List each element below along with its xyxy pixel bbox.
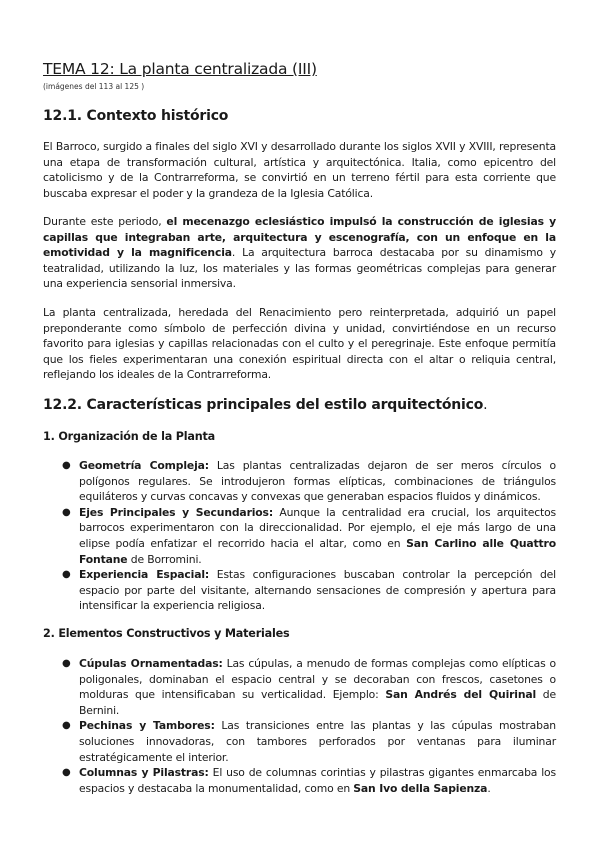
paragraph-patronage: Durante este periodo, el mecenazgo eclesiástico impulsó la construcción de iglesias y capillas que integraban arte, arquitectura y escenografía, con un enfoque en la emotividad y la magnificencia. La arquitectura barroca destacaba por su dinamismo y teatralidad, utilizando la luz, los materiales y las formas geométricas complejas para generar una experiencia sensorial inmersiva. bbox=[43, 215, 556, 291]
bullet-icon: ● bbox=[62, 460, 71, 471]
list-plan-organization bbox=[63, 458, 556, 614]
subsection-2-heading: 2. Elementos Constructivos y Materiales bbox=[43, 627, 290, 640]
paragraph-central-plan: La planta centralizada, heredada del Renacimiento pero reinterpretada, adquirió un papel preponderante como símbolo de perfección divina y unidad, convirtiéndose en un recurso favorito para iglesias y capillas relacionadas con el culto y el peregrinaje. Este enfoque permitía que los fieles experimentaran una conexión espiritual directa con el altar o reliquia central, reflejando los ideales de la Contrarreforma. bbox=[43, 306, 556, 382]
list-construction-elements bbox=[63, 656, 556, 796]
section-2-heading: 12.2. Características principales del estilo arquitectónico. bbox=[43, 397, 488, 413]
list-item: ● Geometría Compleja: Las plantas centralizadas dejaron de ser meros círculos o polígonos regulares. Se introdujeron formas elípticas, combinaciones de triángulos equiláteros y curvas concavas y convexas que generaban espacios fluidos y dinámicos. bbox=[62, 459, 556, 504]
list-item: ● Experiencia Espacial: Estas configuraciones buscaban controlar la percepción del espacio por parte del visitante, alternando sensaciones de compresión y apertura para intensificar la experiencia religiosa. bbox=[62, 568, 556, 613]
list-item: ● Pechinas y Tambores: Las transiciones entre las plantas y las cúpulas mostraban soluciones innovadoras, con tambores perforados por ventanas para iluminar estratégicamente el interior. bbox=[62, 719, 556, 764]
subsection-1-heading: 1. Organización de la Planta bbox=[43, 430, 216, 443]
image-range-note: (imágenes del 113 al 125 ) bbox=[43, 82, 145, 91]
page-title: TEMA 12: La planta centralizada (III) bbox=[43, 60, 317, 78]
bullet-icon: ● bbox=[62, 506, 71, 518]
section-1-heading: 12.1. Contexto histórico bbox=[43, 108, 229, 124]
list-item: ● Ejes Principales y Secundarios: Aunque la centralidad era crucial, los arquitectos barrocos experimentaron con la direccionalidad. Por ejemplo, el eje más largo de una elipse podía enfatizar el recorrido hacia el altar, como en San Carlino alle Quattro Fontane de Borromini. bbox=[62, 505, 556, 566]
bullet-icon: ● bbox=[62, 720, 71, 732]
bullet-icon: ● bbox=[62, 767, 71, 779]
list-item: ● Cúpulas Ornamentadas: Las cúpulas, a menudo de formas complejas como elípticas o poligonales, dominaban el espacio central y se decoraban con frescos, casetones o molduras que intensificaban su verticalidad. Ejemplo: San Andrés del Quirinal de Bernini. bbox=[62, 657, 557, 717]
bullet-icon: ● bbox=[62, 658, 71, 669]
list-item: ● Columnas y Pilastras: El uso de columnas corintias y pilastras gigantes enmarcaba los espacios y destacaba la monumentalidad, como en San Ivo della Sapienza. bbox=[62, 766, 556, 795]
bullet-icon: ● bbox=[62, 569, 71, 581]
paragraph-historical-context: El Barroco, surgido a finales del siglo XVI y desarrollado durante los siglos XVII y XVIII, representa una etapa de transformación cultural, artística y arquitectónica. Italia, como epicentro del catolicismo y de la Contrarreforma, se convirtió en un terreno fértil para esta corriente que buscaba expresar el poder y la grandeza de la Iglesia Católica. bbox=[43, 140, 556, 200]
